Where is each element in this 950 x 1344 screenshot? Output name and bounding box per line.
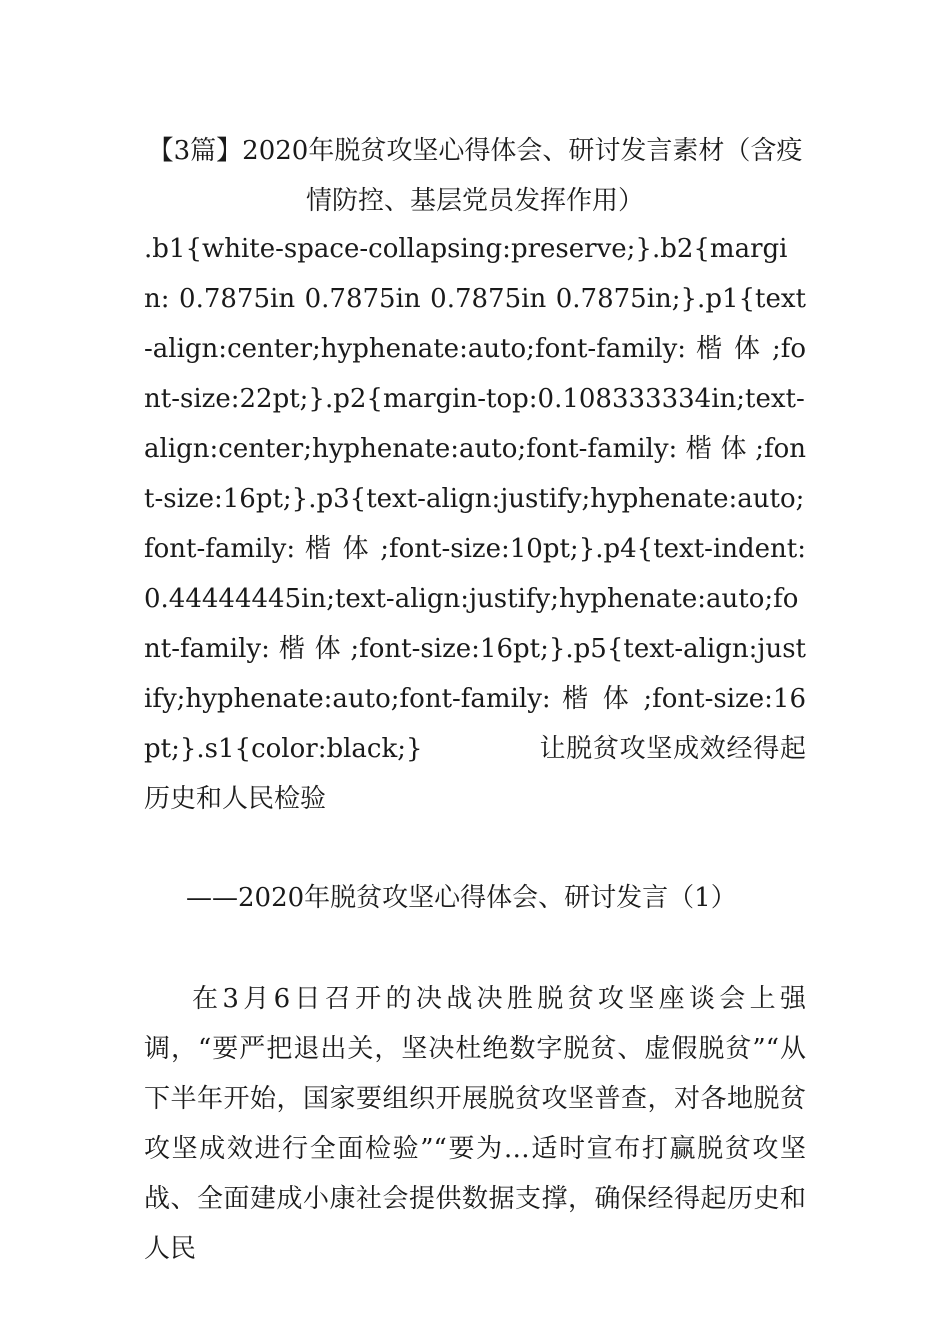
title-line-1: 【3篇】2020年脱贫攻坚心得体会、研讨发言素材（含疫 — [147, 136, 803, 166]
article-subtitle: ——2020年脱贫攻坚心得体会、研讨发言（1） — [186, 883, 737, 913]
raw-css-text: .b1{white-space-collapsing:preserve;}.b2{margin: 0.7875in 0.7875in 0.7875in 0.7875in;}.p1{text-align:center;hyphenate:auto;font-family: 楷 体 ;font-size:22pt;}.p2{margin-top:0.108333334in;text-align:center;hyphenate:auto;font-family: 楷 体 ;font-size:16pt;}.p3{text-align:justify;hyphenate:auto;font-family: 楷 体 ;font-size:10pt;}.p4{text-indent:0.44444445in;text-align:justify;hyphenate:auto;font-family: 楷 体 ;font-size:16pt;}.p5{text-align:justify;hyphenate:auto;font-family: 楷 体 ;font-size:16pt;}.s1{color:black;} — [144, 234, 806, 764]
document-title — [144, 126, 806, 226]
title-line-2: 情防控、基层党员发挥作用） — [305, 186, 644, 216]
article-heading: 让脱贫攻坚成效经得起历史和人民检验 — [144, 734, 806, 814]
body-paragraph: 在3月6日召开的决战决胜脱贫攻坚座谈会上强调，“要严把退出关，坚决杜绝数字脱贫、虚假脱贫”“从下半年开始，国家要组织开展脱贫攻坚普查，对各地脱贫攻坚成效进行全面检验”“要为…适时宣布打赢脱贫攻坚战、全面建成小康社会提供数据支撑，确保经得起历史和人民 — [144, 984, 806, 1264]
raw-css-text-paragraph — [144, 224, 806, 824]
